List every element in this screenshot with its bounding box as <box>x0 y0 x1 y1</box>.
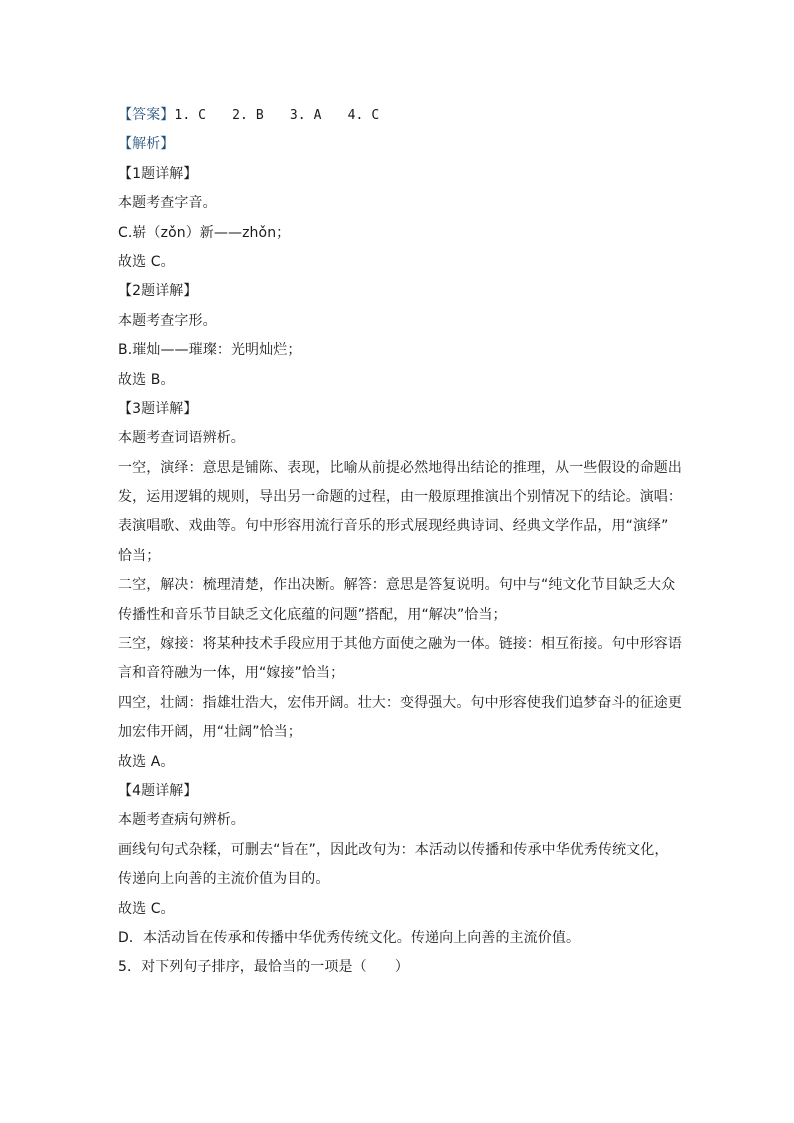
answer-item-1: 1. C <box>174 108 207 123</box>
q2-line-3: 故选 B。 <box>118 371 175 388</box>
q1-heading: 【1题详解】 <box>118 165 198 182</box>
answer-item-4: 4. C <box>347 108 380 123</box>
q2-line-1: 本题考查字形。 <box>118 312 217 329</box>
q4-heading: 【4题详解】 <box>118 782 198 799</box>
q3-line-12: 故选 A。 <box>118 753 175 770</box>
answer-line <box>118 101 678 130</box>
q4-line-5: D．本活动旨在传承和传播中华优秀传统文化。传递向上向善的主流价值。 <box>118 929 581 946</box>
q1-line-2: C.崭（zǒn）新——zhǒn； <box>118 224 291 241</box>
q3-line-6: 二空，解决：梳理清楚，作出决断。解答：意思是答复说明。句中与“纯文化节目缺乏大众 <box>118 577 676 594</box>
q3-line-8: 三空，嫁接：将某种技术手段应用于其他方面使之融为一体。链接：相互衔接。句中形容语 <box>118 636 682 653</box>
q1-line-3: 故选 C。 <box>118 253 175 270</box>
q1-line-1: 本题考查字音。 <box>118 195 217 212</box>
answer-item-2: 2. B <box>232 108 264 123</box>
answer-tag: 【答案】 <box>118 107 175 123</box>
q3-heading: 【3题详解】 <box>118 400 198 417</box>
q3-line-11: 加宏伟开阔，用“壮阔”恰当； <box>118 724 302 741</box>
answer-analysis-section <box>118 101 682 983</box>
q3-line-7: 传播性和音乐节目缺乏文化底蕴的问题”搭配，用“解决”恰当； <box>118 606 507 623</box>
q3-line-3: 发，运用逻辑的规则，导出另一命题的过程，由一般原理推演出个别情况下的结论。演唱： <box>118 489 682 506</box>
q3-line-10: 四空，壮阔：指雄壮浩大，宏伟开阔。壮大：变得强大。句中形容使我们追梦奋斗的征途更 <box>118 694 682 711</box>
answer-item-3: 3. A <box>289 108 322 123</box>
answer-items <box>174 108 379 123</box>
q4-line-4: 故选 C。 <box>118 900 175 917</box>
q3-line-4: 表演唱歌、戏曲等。句中形容用流行音乐的形式展现经典诗词、经典文学作品，用“演绎” <box>118 518 669 535</box>
q3-line-5: 恰当； <box>118 547 161 564</box>
q4-line-2: 画线句句式杂糅，可删去“旨在”，因此改句为：本活动以传播和传承中华优秀传统文化， <box>118 841 669 858</box>
q4-line-1: 本题考查病句辨析。 <box>118 812 245 829</box>
q2-line-2: B.璀灿——璀璨：光明灿烂； <box>118 342 302 359</box>
q2-heading: 【2题详解】 <box>118 283 198 300</box>
analysis-heading: 【解析】 <box>118 136 175 153</box>
question-5-stem: 5．对下列句子排序，最恰当的一项是（ ） <box>118 959 410 976</box>
q3-line-9: 言和音符融为一体，用“嫁接”恰当； <box>118 665 345 682</box>
q4-line-3: 传递向上向善的主流价值为目的。 <box>118 871 330 888</box>
q3-line-1: 本题考查词语辨析。 <box>118 430 245 447</box>
q3-line-2: 一空，演绎：意思是铺陈、表现，比喻从前提必然地得出结论的推理，从一些假设的命题出 <box>118 459 682 476</box>
